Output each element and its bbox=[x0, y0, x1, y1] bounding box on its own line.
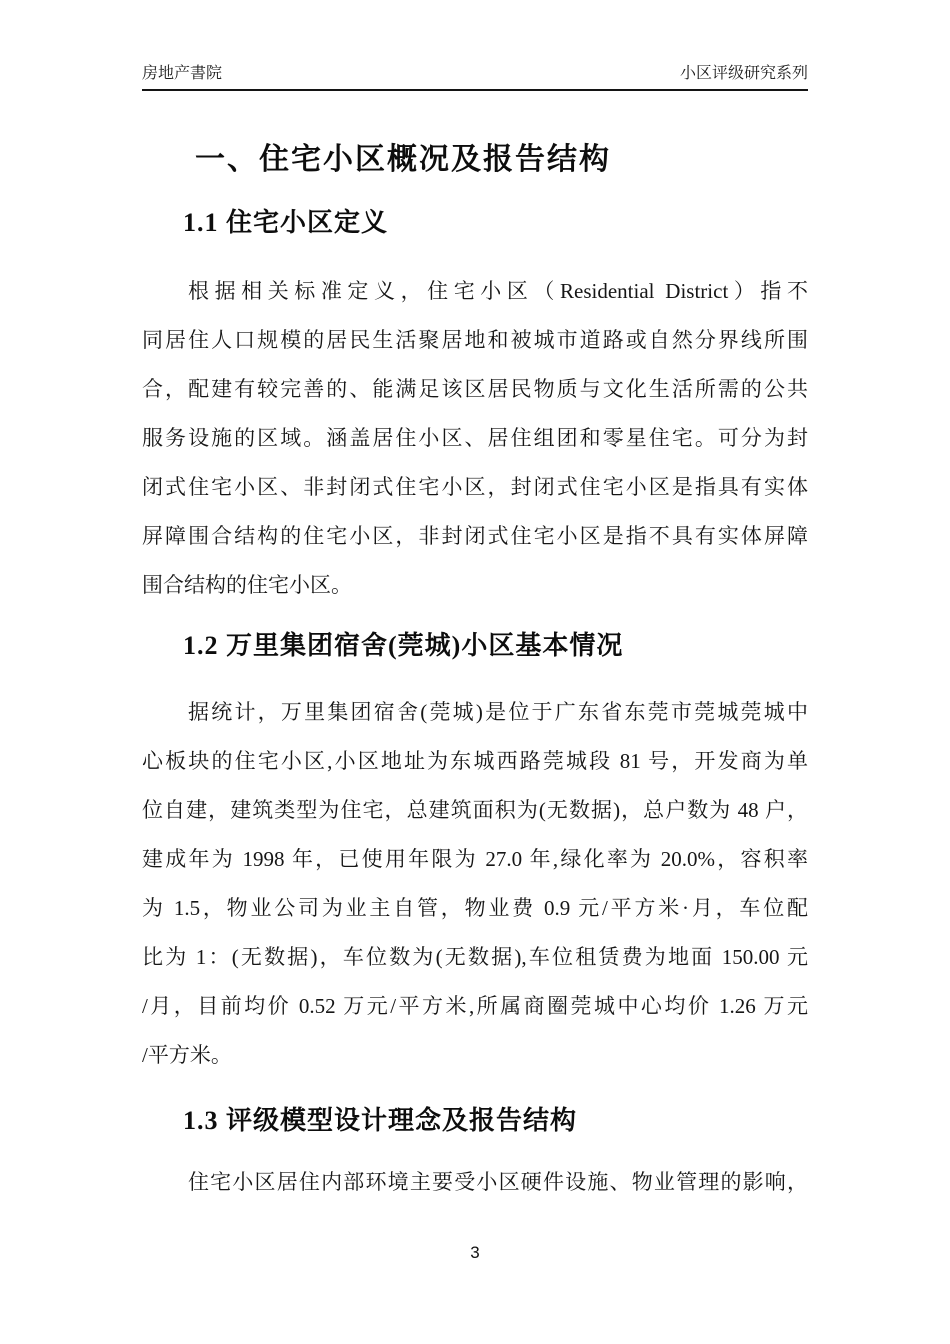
text-line: /平方米。 bbox=[142, 1043, 232, 1067]
header-left-text: 房地产書院 bbox=[142, 65, 223, 82]
text-line: /月，目前均价 0.52 万元/平方米,所属商圈莞城中心均价 1.26 万元 bbox=[142, 994, 808, 1018]
header-right-text: 小区评级研究系列 bbox=[679, 65, 808, 82]
document-title: 一、住宅小区概况及报告结构 bbox=[195, 143, 611, 176]
text-line: 闭式住宅小区、非封闭式住宅小区，封闭式住宅小区是指具有实体 bbox=[142, 475, 808, 499]
section-heading-1-3: 1.3 评级模型设计理念及报告结构 bbox=[183, 1106, 578, 1135]
page-number: 3 bbox=[470, 1243, 480, 1262]
text-line: 根据相关标准定义，住宅小区（Residential District）指不 bbox=[188, 279, 808, 303]
paragraph-1-3 bbox=[142, 1158, 808, 1207]
paragraph-1-1 bbox=[142, 267, 808, 610]
text-line: 同居住人口规模的居民生活聚居地和被城市道路或自然分界线所围 bbox=[142, 328, 808, 352]
section-heading-1-2: 1.2 万里集团宿舍(莞城)小区基本情况 bbox=[183, 631, 624, 660]
text-line: 比为 1：(无数据)，车位数为(无数据),车位租赁费为地面 150.00 元 bbox=[142, 945, 808, 969]
text-line: 服务设施的区域。涵盖居住小区、居住组团和零星住宅。可分为封 bbox=[142, 426, 808, 450]
text-line: 围合结构的住宅小区。 bbox=[142, 573, 352, 597]
section-heading-1-1: 1.1 住宅小区定义 bbox=[183, 208, 389, 237]
text-line: 据统计，万里集团宿舍(莞城)是位于广东省东莞市莞城莞城中 bbox=[188, 700, 808, 724]
page-header bbox=[142, 64, 808, 91]
text-line: 屏障围合结构的住宅小区，非封闭式住宅小区是指不具有实体屏障 bbox=[142, 524, 808, 548]
text-line: 位自建，建筑类型为住宅，总建筑面积为(无数据)，总户数为 48 户， bbox=[142, 798, 808, 822]
paragraph-1-2 bbox=[142, 688, 808, 1080]
text-line: 住宅小区居住内部环境主要受小区硬件设施、物业管理的影响， bbox=[188, 1170, 808, 1194]
text-line: 合，配建有较完善的、能满足该区居民物质与文化生活所需的公共 bbox=[142, 377, 808, 401]
text-line: 建成年为 1998 年，已使用年限为 27.0 年,绿化率为 20.0%，容积率 bbox=[142, 847, 808, 871]
text-line: 为 1.5，物业公司为业主自管，物业费 0.9 元/平方米·月，车位配 bbox=[142, 896, 808, 920]
text-line: 心板块的住宅小区,小区地址为东城西路莞城段 81 号，开发商为单 bbox=[142, 749, 808, 773]
